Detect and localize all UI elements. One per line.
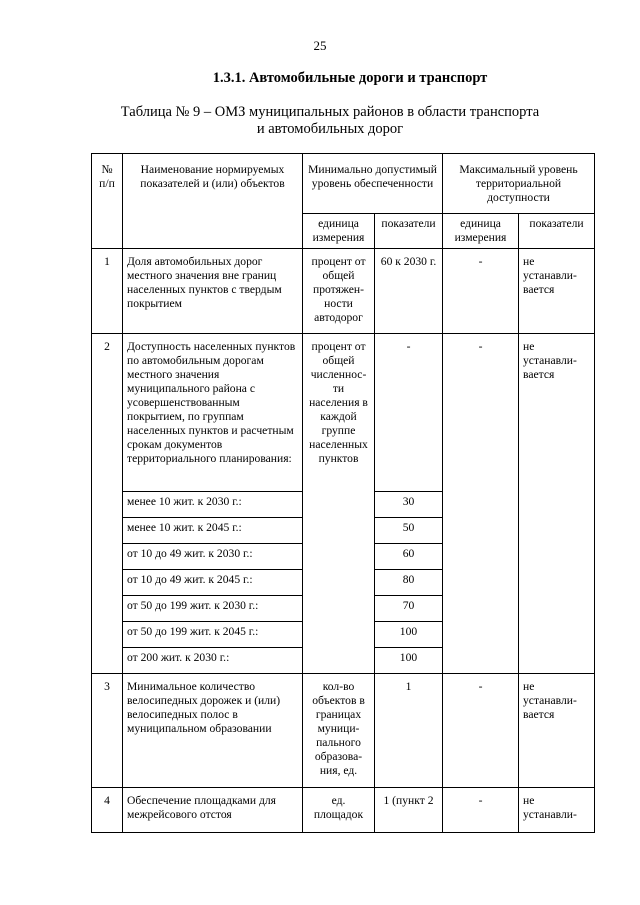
sub-row-value: 60 bbox=[375, 543, 443, 569]
row-max-value: не устанавли-вается bbox=[519, 249, 595, 334]
row-max-value: не устанавли-вается bbox=[519, 334, 595, 492]
header-name: Наименование нормируемых показателей и (или) объектов bbox=[123, 154, 303, 249]
row-max-unit: - bbox=[443, 249, 519, 334]
sub-row-name: от 50 до 199 жит. к 2045 г.: bbox=[123, 621, 303, 647]
header-max-unit: единица измерения bbox=[443, 214, 519, 249]
table-caption-line-1: Таблица № 9 – ОМЗ муниципальных районов в области транспорта bbox=[120, 104, 540, 120]
header-min-indicators: показатели bbox=[375, 214, 443, 249]
sub-row-value: 50 bbox=[375, 517, 443, 543]
row-min-unit: ед. площадок bbox=[303, 787, 375, 832]
row-max-unit: - bbox=[443, 787, 519, 832]
row-min-value: 1 (пункт 2 bbox=[375, 787, 443, 832]
page-number: 25 bbox=[313, 38, 327, 53]
table-sub-row bbox=[92, 517, 595, 543]
row-num: 2 bbox=[92, 334, 123, 492]
table-sub-row bbox=[92, 595, 595, 621]
sub-row-value: 80 bbox=[375, 569, 443, 595]
row-max-value: не устанавли- bbox=[519, 787, 595, 832]
header-min-unit: единица измерения bbox=[303, 214, 375, 249]
sub-row-name: от 10 до 49 жит. к 2030 г.: bbox=[123, 543, 303, 569]
sub-row-name: от 50 до 199 жит. к 2030 г.: bbox=[123, 595, 303, 621]
header-num: № п/п bbox=[92, 154, 123, 249]
row-num: 4 bbox=[92, 787, 123, 832]
row-min-unit: кол-во объектов в границах муници-пального образова-ния, ед. bbox=[303, 673, 375, 787]
row-name: Обеспечение площадками для межрейсового отстоя bbox=[123, 787, 303, 832]
table-row bbox=[92, 249, 595, 334]
row-name: Доля автомобильных дорог местного значения вне границ населенных пунктов с твердым покрытием bbox=[123, 249, 303, 334]
header-row-1 bbox=[92, 154, 595, 214]
sub-row-value: 100 bbox=[375, 621, 443, 647]
table-sub-row bbox=[92, 543, 595, 569]
sub-row-name: менее 10 жит. к 2030 г.: bbox=[123, 491, 303, 517]
sub-row-name: от 200 жит. к 2030 г.: bbox=[123, 647, 303, 673]
table-row bbox=[92, 787, 595, 832]
table-row bbox=[92, 334, 595, 492]
row-name: Минимальное количество велосипедных дорожек и (или) велосипедных полос в муниципальном образовании bbox=[123, 673, 303, 787]
sub-row-value: 100 bbox=[375, 647, 443, 673]
sub-row-name: от 10 до 49 жит. к 2045 г.: bbox=[123, 569, 303, 595]
row-name: Доступность населенных пунктов по автомобильным дорогам местного значения муниципального района с усовершенствованным покрытием, по группам населенных пунктов и расчетным срокам документов территориального планирования: bbox=[123, 334, 303, 492]
row-min-value: 60 к 2030 г. bbox=[375, 249, 443, 334]
standards-table bbox=[91, 153, 595, 833]
row-min-unit: процент от общей протяжен-ности автодорог bbox=[303, 249, 375, 334]
sub-row-value: 30 bbox=[375, 491, 443, 517]
header-max-group: Максимальный уровень территориальной доступности bbox=[443, 154, 595, 214]
table-sub-row bbox=[92, 491, 595, 517]
header-max-indicators: показатели bbox=[519, 214, 595, 249]
sub-row-name: менее 10 жит. к 2045 г.: bbox=[123, 517, 303, 543]
row-max-unit: - bbox=[443, 673, 519, 787]
row-min-value: - bbox=[375, 334, 443, 492]
table-row bbox=[92, 673, 595, 787]
row-max-value: не устанавли-вается bbox=[519, 673, 595, 787]
row-min-value: 1 bbox=[375, 673, 443, 787]
table-caption bbox=[80, 104, 580, 138]
section-title: 1.3.1. Автомобильные дороги и транспорт bbox=[212, 70, 488, 86]
header-min-group: Минимально допустимый уровень обеспеченности bbox=[303, 154, 443, 214]
row-min-unit: процент от общей численнос-ти населения в каждой группе населенных пунктов bbox=[303, 334, 375, 492]
sub-row-value: 70 bbox=[375, 595, 443, 621]
table-sub-row bbox=[92, 621, 595, 647]
table-caption-line-2: и автомобильных дорог bbox=[256, 121, 404, 137]
row-num: 3 bbox=[92, 673, 123, 787]
table-sub-row bbox=[92, 647, 595, 673]
table-sub-row bbox=[92, 569, 595, 595]
row-max-unit: - bbox=[443, 334, 519, 492]
row-num: 1 bbox=[92, 249, 123, 334]
